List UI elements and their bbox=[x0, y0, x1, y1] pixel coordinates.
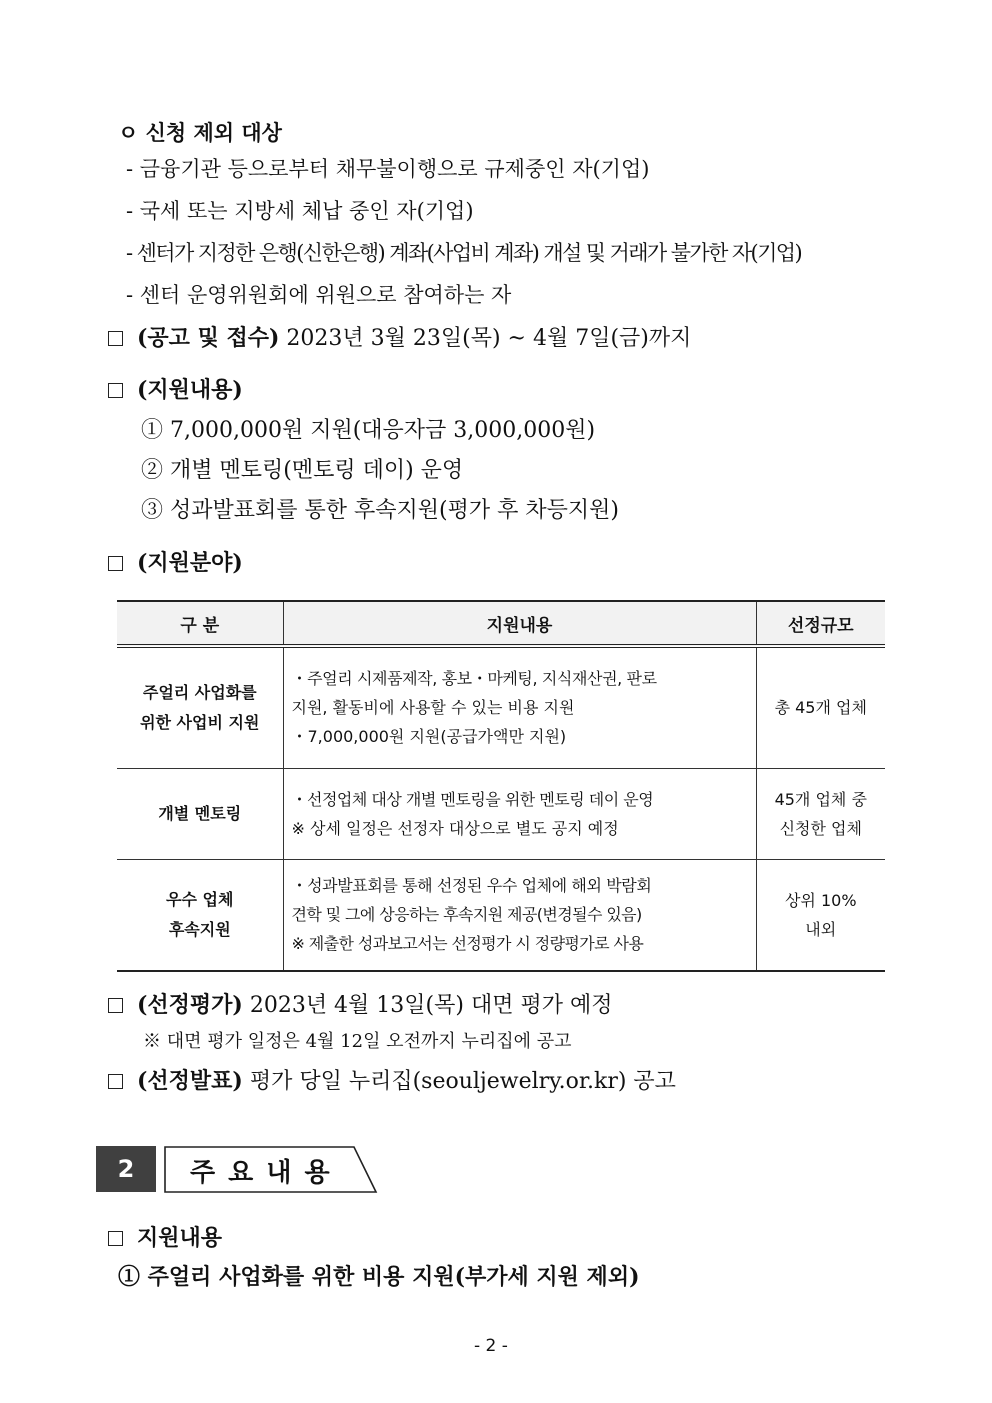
section-title: 주 요 내 용 bbox=[190, 1158, 332, 1188]
cell-line: ※ 상세 일정은 선정자 대상으로 별도 공지 예정 bbox=[291, 818, 619, 838]
table-header-row bbox=[117, 601, 885, 646]
cell-line: 상위 10% bbox=[784, 890, 857, 910]
table-cell-category bbox=[117, 646, 283, 768]
exclusion-item-3: - 센터가 지정한 은행(신한은행) 계좌(사업비 계좌) 개설 및 거래가 불가한 자(기업) bbox=[126, 241, 802, 265]
support-field-table bbox=[117, 600, 885, 972]
cell-line: ※ 제출한 성과보고서는 선정평가 시 정량평가로 사용 bbox=[291, 934, 644, 954]
exclusion-item-4: - 센터 운영위원회에 위원으로 참여하는 자 bbox=[126, 283, 512, 307]
exclusion-item-1: - 금융기관 등으로부터 채무불이행으로 규제중인 자(기업) bbox=[126, 157, 650, 181]
cell-line: 45개 업체 중 bbox=[774, 789, 867, 809]
cell-line: ・7,000,000원 지원(공급가액만 지원) bbox=[291, 727, 567, 747]
cell-line: 신청한 업체 bbox=[779, 818, 862, 838]
section2-item: ① 주얼리 사업화를 위한 비용 지원(부가세 지원 제외) bbox=[118, 1264, 640, 1290]
section-number: 2 bbox=[96, 1146, 156, 1192]
announcement-line bbox=[108, 1064, 676, 1095]
cell-line: 총 45개 업체 bbox=[774, 698, 867, 718]
table-header: 선정규모 bbox=[756, 601, 885, 646]
section2-subheading-label: 지원내용 bbox=[137, 1225, 223, 1251]
cell-line: 견학 및 그에 상응하는 후속지원 제공(변경될수 있음) bbox=[291, 905, 642, 925]
cell-line: 위한 사업비 지원 bbox=[140, 712, 260, 732]
evaluation-note: ※ 대면 평가 일정은 4월 12일 오전까지 누리집에 공고 bbox=[143, 1031, 572, 1052]
checkbox-icon bbox=[108, 1074, 123, 1089]
cell-line: ・성과발표회를 통해 선정된 우수 업체에 해외 박람회 bbox=[291, 876, 652, 896]
notice-label: (공고 및 접수) bbox=[137, 325, 280, 351]
support-content-heading bbox=[108, 373, 243, 404]
cell-line: 후속지원 bbox=[168, 919, 231, 939]
cell-line: 지원, 활동비에 사용할 수 있는 비용 지원 bbox=[291, 698, 575, 718]
cell-line: ・주얼리 시제품제작, 홍보・마케팅, 지식재산권, 판로 bbox=[291, 669, 657, 689]
table-header: 구 분 bbox=[117, 601, 283, 646]
checkbox-icon bbox=[108, 998, 123, 1013]
table-row bbox=[117, 646, 885, 768]
support-content-item-1: ① 7,000,000원 지원(대응자금 3,000,000원) bbox=[141, 418, 596, 443]
checkbox-icon bbox=[108, 1231, 123, 1246]
notice-line bbox=[108, 321, 691, 352]
table-row bbox=[117, 768, 885, 859]
exclusion-item-2: - 국세 또는 지방세 체납 중인 자(기업) bbox=[126, 199, 474, 223]
table-cell-content bbox=[283, 859, 756, 971]
announcement-text: 평가 당일 누리집(seouljewelry.or.kr) 공고 bbox=[249, 1069, 676, 1094]
notice-text: 2023년 3월 23일(목) ~ 4월 7일(금)까지 bbox=[286, 326, 692, 351]
support-content-label: (지원내용) bbox=[137, 377, 243, 403]
support-field-label: (지원분야) bbox=[137, 550, 243, 576]
table-cell-content bbox=[283, 646, 756, 768]
page-number: - 2 - bbox=[474, 1336, 508, 1356]
cell-line: 주얼리 사업화를 bbox=[142, 682, 257, 702]
evaluation-text: 2023년 4월 13일(목) 대면 평가 예정 bbox=[249, 993, 613, 1018]
table-cell-category bbox=[117, 859, 283, 971]
table-cell-content bbox=[283, 768, 756, 859]
cell-line: 내외 bbox=[805, 919, 837, 939]
checkbox-icon bbox=[108, 556, 123, 571]
table-row bbox=[117, 859, 885, 971]
cell-line: 우수 업체 bbox=[166, 889, 234, 909]
table-cell-scale bbox=[756, 859, 885, 971]
evaluation-label: (선정평가) bbox=[137, 992, 243, 1018]
table-header: 지원내용 bbox=[283, 601, 756, 646]
cell-line: ・선정업체 대상 개별 멘토링을 위한 멘토링 데이 운영 bbox=[291, 789, 654, 809]
support-field-heading bbox=[108, 546, 243, 577]
evaluation-line bbox=[108, 988, 612, 1019]
cell-line: 개별 멘토링 bbox=[158, 803, 242, 823]
table-cell-scale bbox=[756, 646, 885, 768]
checkbox-icon bbox=[108, 383, 123, 398]
table-cell-scale bbox=[756, 768, 885, 859]
exclusion-heading: ㅇ 신청 제외 대상 bbox=[118, 120, 282, 145]
announcement-label: (선정발표) bbox=[137, 1068, 243, 1094]
table-cell-category bbox=[117, 768, 283, 859]
section2-subheading bbox=[108, 1221, 222, 1252]
support-content-item-3: ③ 성과발표회를 통한 후속지원(평가 후 차등지원) bbox=[141, 498, 619, 523]
checkbox-icon bbox=[108, 331, 123, 346]
support-content-item-2: ② 개별 멘토링(멘토링 데이) 운영 bbox=[141, 458, 464, 483]
